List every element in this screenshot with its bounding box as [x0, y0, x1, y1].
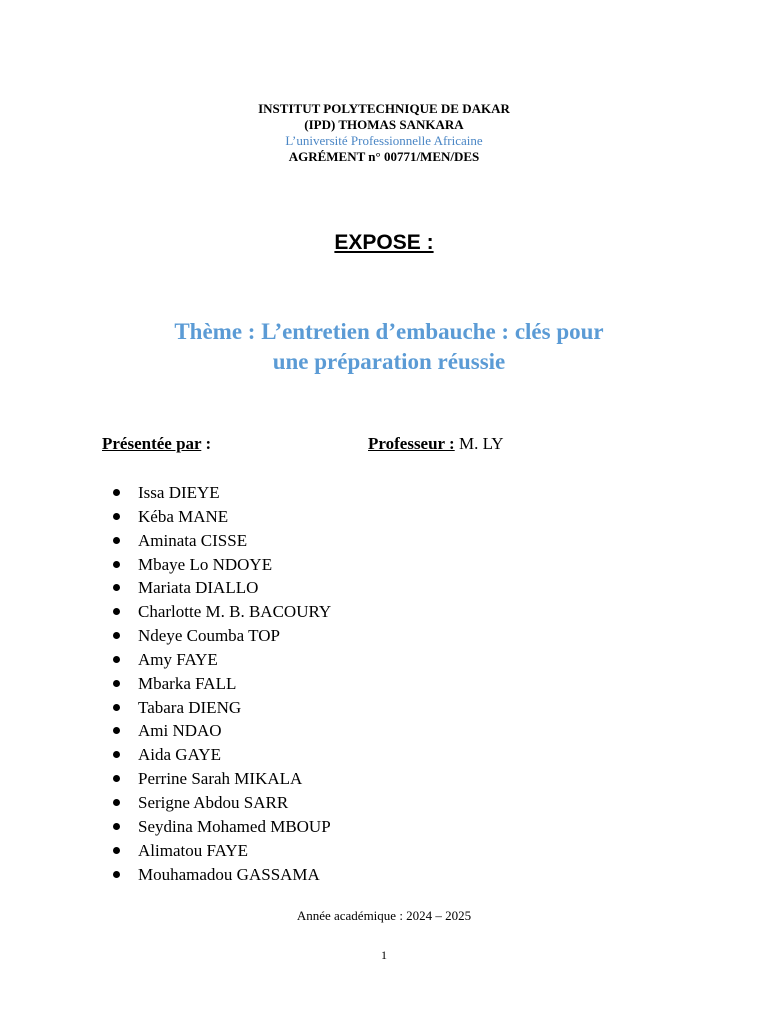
bullet-icon	[113, 847, 120, 854]
institution-name: INSTITUT POLYTECHNIQUE DE DAKAR	[258, 101, 510, 116]
list-item	[113, 600, 331, 624]
institution-short-name: (IPD) THOMAS SANKARA	[304, 117, 464, 132]
bullet-icon	[113, 537, 120, 544]
presenter-name: Aida GAYE	[138, 745, 221, 765]
presenter-name: Mbarka FALL	[138, 673, 237, 693]
presenter-name: Aminata CISSE	[138, 530, 248, 550]
agreement-number: AGRÉMENT n° 00771/MEN/DES	[288, 149, 480, 164]
list-item	[113, 743, 331, 767]
theme-title	[0, 317, 768, 377]
presenter-name: Mariata DIALLO	[138, 578, 259, 598]
professor-line	[368, 434, 504, 454]
presenter-name: Tabara DIENG	[138, 697, 242, 717]
presenter-name: Perrine Sarah MIKALA	[138, 769, 303, 789]
theme-line-1: Thème : L’entretien d’embauche : clés pour	[174, 319, 604, 344]
institution-header	[0, 101, 768, 165]
bullet-icon	[113, 584, 120, 591]
bullet-icon	[113, 704, 120, 711]
bullet-icon	[113, 608, 120, 615]
bullet-icon	[113, 561, 120, 568]
list-item	[113, 719, 331, 743]
presented-by-colon: :	[201, 434, 212, 453]
bullet-icon	[113, 823, 120, 830]
presenter-name: Issa DIEYE	[138, 483, 220, 502]
list-item	[113, 863, 331, 887]
presenter-name: Serigne Abdou SARR	[138, 792, 289, 812]
list-item	[113, 696, 331, 720]
document-type-title: EXPOSE :	[334, 231, 434, 254]
list-item	[113, 553, 331, 577]
list-item	[113, 839, 331, 863]
professor-label: Professeur :	[368, 434, 455, 453]
list-item	[113, 481, 331, 505]
list-item	[113, 648, 331, 672]
institution-tagline: L’université Professionnelle Africaine	[285, 133, 483, 148]
list-item	[113, 767, 331, 791]
bullet-icon	[113, 751, 120, 758]
presenters-list	[113, 481, 331, 886]
bullet-icon	[113, 775, 120, 782]
presenter-name: Alimatou FAYE	[138, 840, 249, 860]
academic-year: Année académique : 2024 – 2025	[296, 908, 472, 923]
presenter-name: Charlotte M. B. BACOURY	[138, 602, 332, 622]
list-item	[113, 576, 331, 600]
presented-by-text: Présentée par	[102, 434, 202, 453]
list-item	[113, 672, 331, 696]
bullet-icon	[113, 871, 120, 878]
professor-name: M. LY	[454, 434, 504, 453]
presenter-name: Kéba MANE	[138, 506, 229, 526]
presented-by-label	[102, 434, 211, 454]
theme-line-2: une préparation réussie	[272, 349, 506, 374]
presenter-name: Ndeye Coumba TOP	[138, 626, 280, 646]
bullet-icon	[113, 513, 120, 520]
bullet-icon	[113, 656, 120, 663]
list-item	[113, 815, 331, 839]
list-item	[113, 791, 331, 815]
presenter-name: Mouhamadou GASSAMA	[138, 864, 320, 884]
page-number: 1	[381, 948, 387, 962]
presenter-name: Seydina Mohamed MBOUP	[138, 816, 331, 836]
list-item	[113, 529, 331, 553]
presenter-name: Amy FAYE	[138, 649, 218, 669]
presenter-name: Mbaye Lo NDOYE	[138, 554, 273, 574]
bullet-icon	[113, 799, 120, 806]
bullet-icon	[113, 680, 120, 687]
list-item	[113, 624, 331, 648]
bullet-icon	[113, 489, 120, 496]
bullet-icon	[113, 632, 120, 639]
presenter-name: Ami NDAO	[138, 721, 222, 741]
bullet-icon	[113, 727, 120, 734]
list-item	[113, 505, 331, 529]
